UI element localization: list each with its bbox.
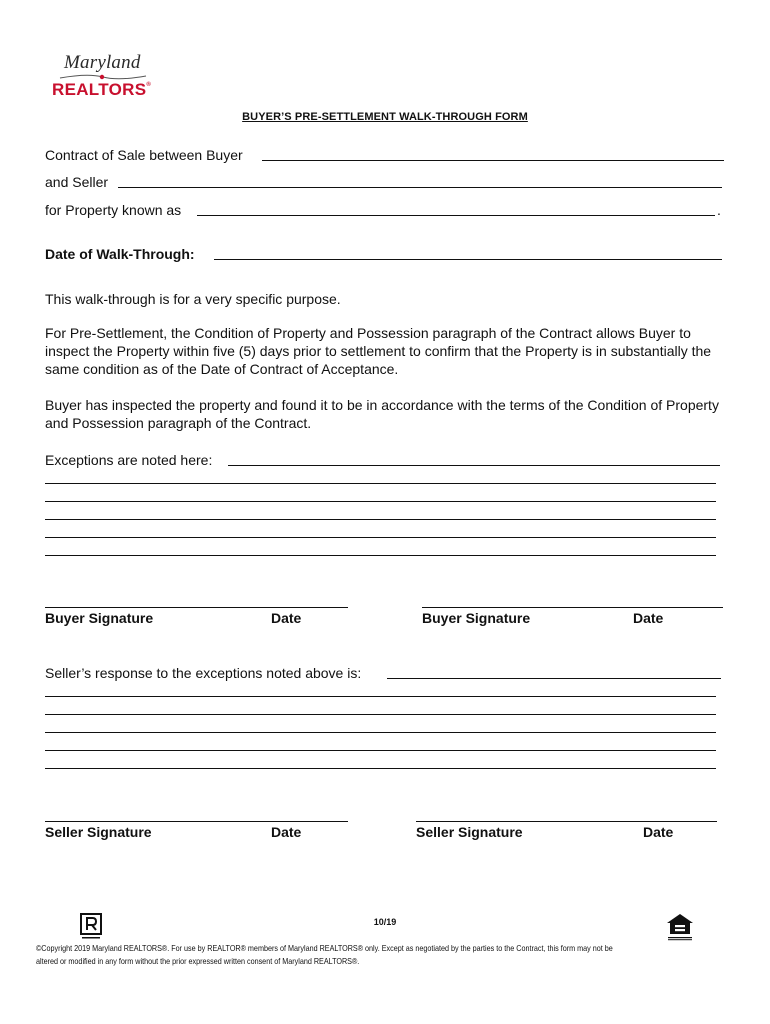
copyright-notice	[36, 942, 638, 968]
logo-brand-text: REALTORS®	[52, 80, 152, 99]
seller-response-line[interactable]	[45, 732, 716, 733]
property-address-field[interactable]	[197, 215, 715, 216]
buyer-signature-line-1[interactable]	[45, 607, 348, 608]
seller-signature-label-1: Seller Signature	[45, 824, 152, 840]
seller-response-field[interactable]	[387, 678, 721, 679]
buyer-name-field[interactable]	[262, 160, 724, 161]
form-code: 10/19	[373, 917, 397, 927]
purpose-paragraph: This walk-through is for a very specific purpose.	[45, 291, 341, 307]
exceptions-line[interactable]	[45, 501, 716, 502]
seller-label: and Seller	[45, 174, 109, 190]
seller-signature-line-2[interactable]	[416, 821, 717, 822]
seller-signature-line-1[interactable]	[45, 821, 348, 822]
property-label: for Property known as	[45, 202, 182, 218]
seller-signature-label-2: Seller Signature	[416, 824, 523, 840]
seller-date-label-1: Date	[271, 824, 302, 840]
buyer-signature-label-1: Buyer Signature	[45, 610, 154, 626]
buyer-date-label-2: Date	[633, 610, 664, 626]
equal-housing-opportunity-icon	[665, 913, 695, 941]
walkthrough-date-field[interactable]	[214, 259, 722, 260]
copyright-line-1: ©Copyright 2019 Maryland REALTORS®. For use by REALTOR® members of Maryland REALTORS® only. Except as negotiated by the parties to the Contract, this form may not be	[36, 943, 613, 953]
maryland-realtors-logo	[50, 50, 150, 105]
seller-response-line[interactable]	[45, 768, 716, 769]
seller-response-line[interactable]	[45, 696, 716, 697]
seller-response-line[interactable]	[45, 714, 716, 715]
exceptions-field[interactable]	[228, 465, 720, 466]
logo-script-text: Maryland	[64, 52, 141, 73]
seller-date-label-2: Date	[643, 824, 674, 840]
buyer-signature-line-2[interactable]	[422, 607, 723, 608]
pre-settlement-paragraph: For Pre-Settlement, the Condition of Property and Possession paragraph of the Contract allows Buyer to inspect the Property within five (5) days prior to settlement to confirm that the Property is in substantially the same condition as of the Date of Contract of Acceptance.	[45, 325, 712, 377]
exceptions-line[interactable]	[45, 537, 716, 538]
exceptions-line[interactable]	[45, 519, 716, 520]
property-period: .	[717, 202, 721, 218]
buyer-signature-label-2: Buyer Signature	[422, 610, 531, 626]
inspected-paragraph: Buyer has inspected the property and found it to be in accordance with the terms of the Condition of Property and Possession paragraph of the Contract.	[45, 397, 719, 431]
walkthrough-date-label: Date of Walk-Through:	[45, 246, 195, 262]
seller-response-line[interactable]	[45, 750, 716, 751]
contract-buyer-label: Contract of Sale between Buyer	[45, 147, 243, 163]
exceptions-label: Exceptions are noted here:	[45, 452, 213, 468]
form-title: BUYER’S PRE-SETTLEMENT WALK-THROUGH FORM	[242, 111, 528, 123]
seller-name-field[interactable]	[118, 187, 722, 188]
copyright-line-2: altered or modified in any form without the prior expressed written consent of Maryland REALTORS®.	[36, 956, 360, 966]
buyer-date-label-1: Date	[271, 610, 302, 626]
exceptions-line[interactable]	[45, 483, 716, 484]
seller-response-label: Seller’s response to the exceptions noted above is:	[45, 665, 362, 681]
exceptions-line[interactable]	[45, 555, 716, 556]
